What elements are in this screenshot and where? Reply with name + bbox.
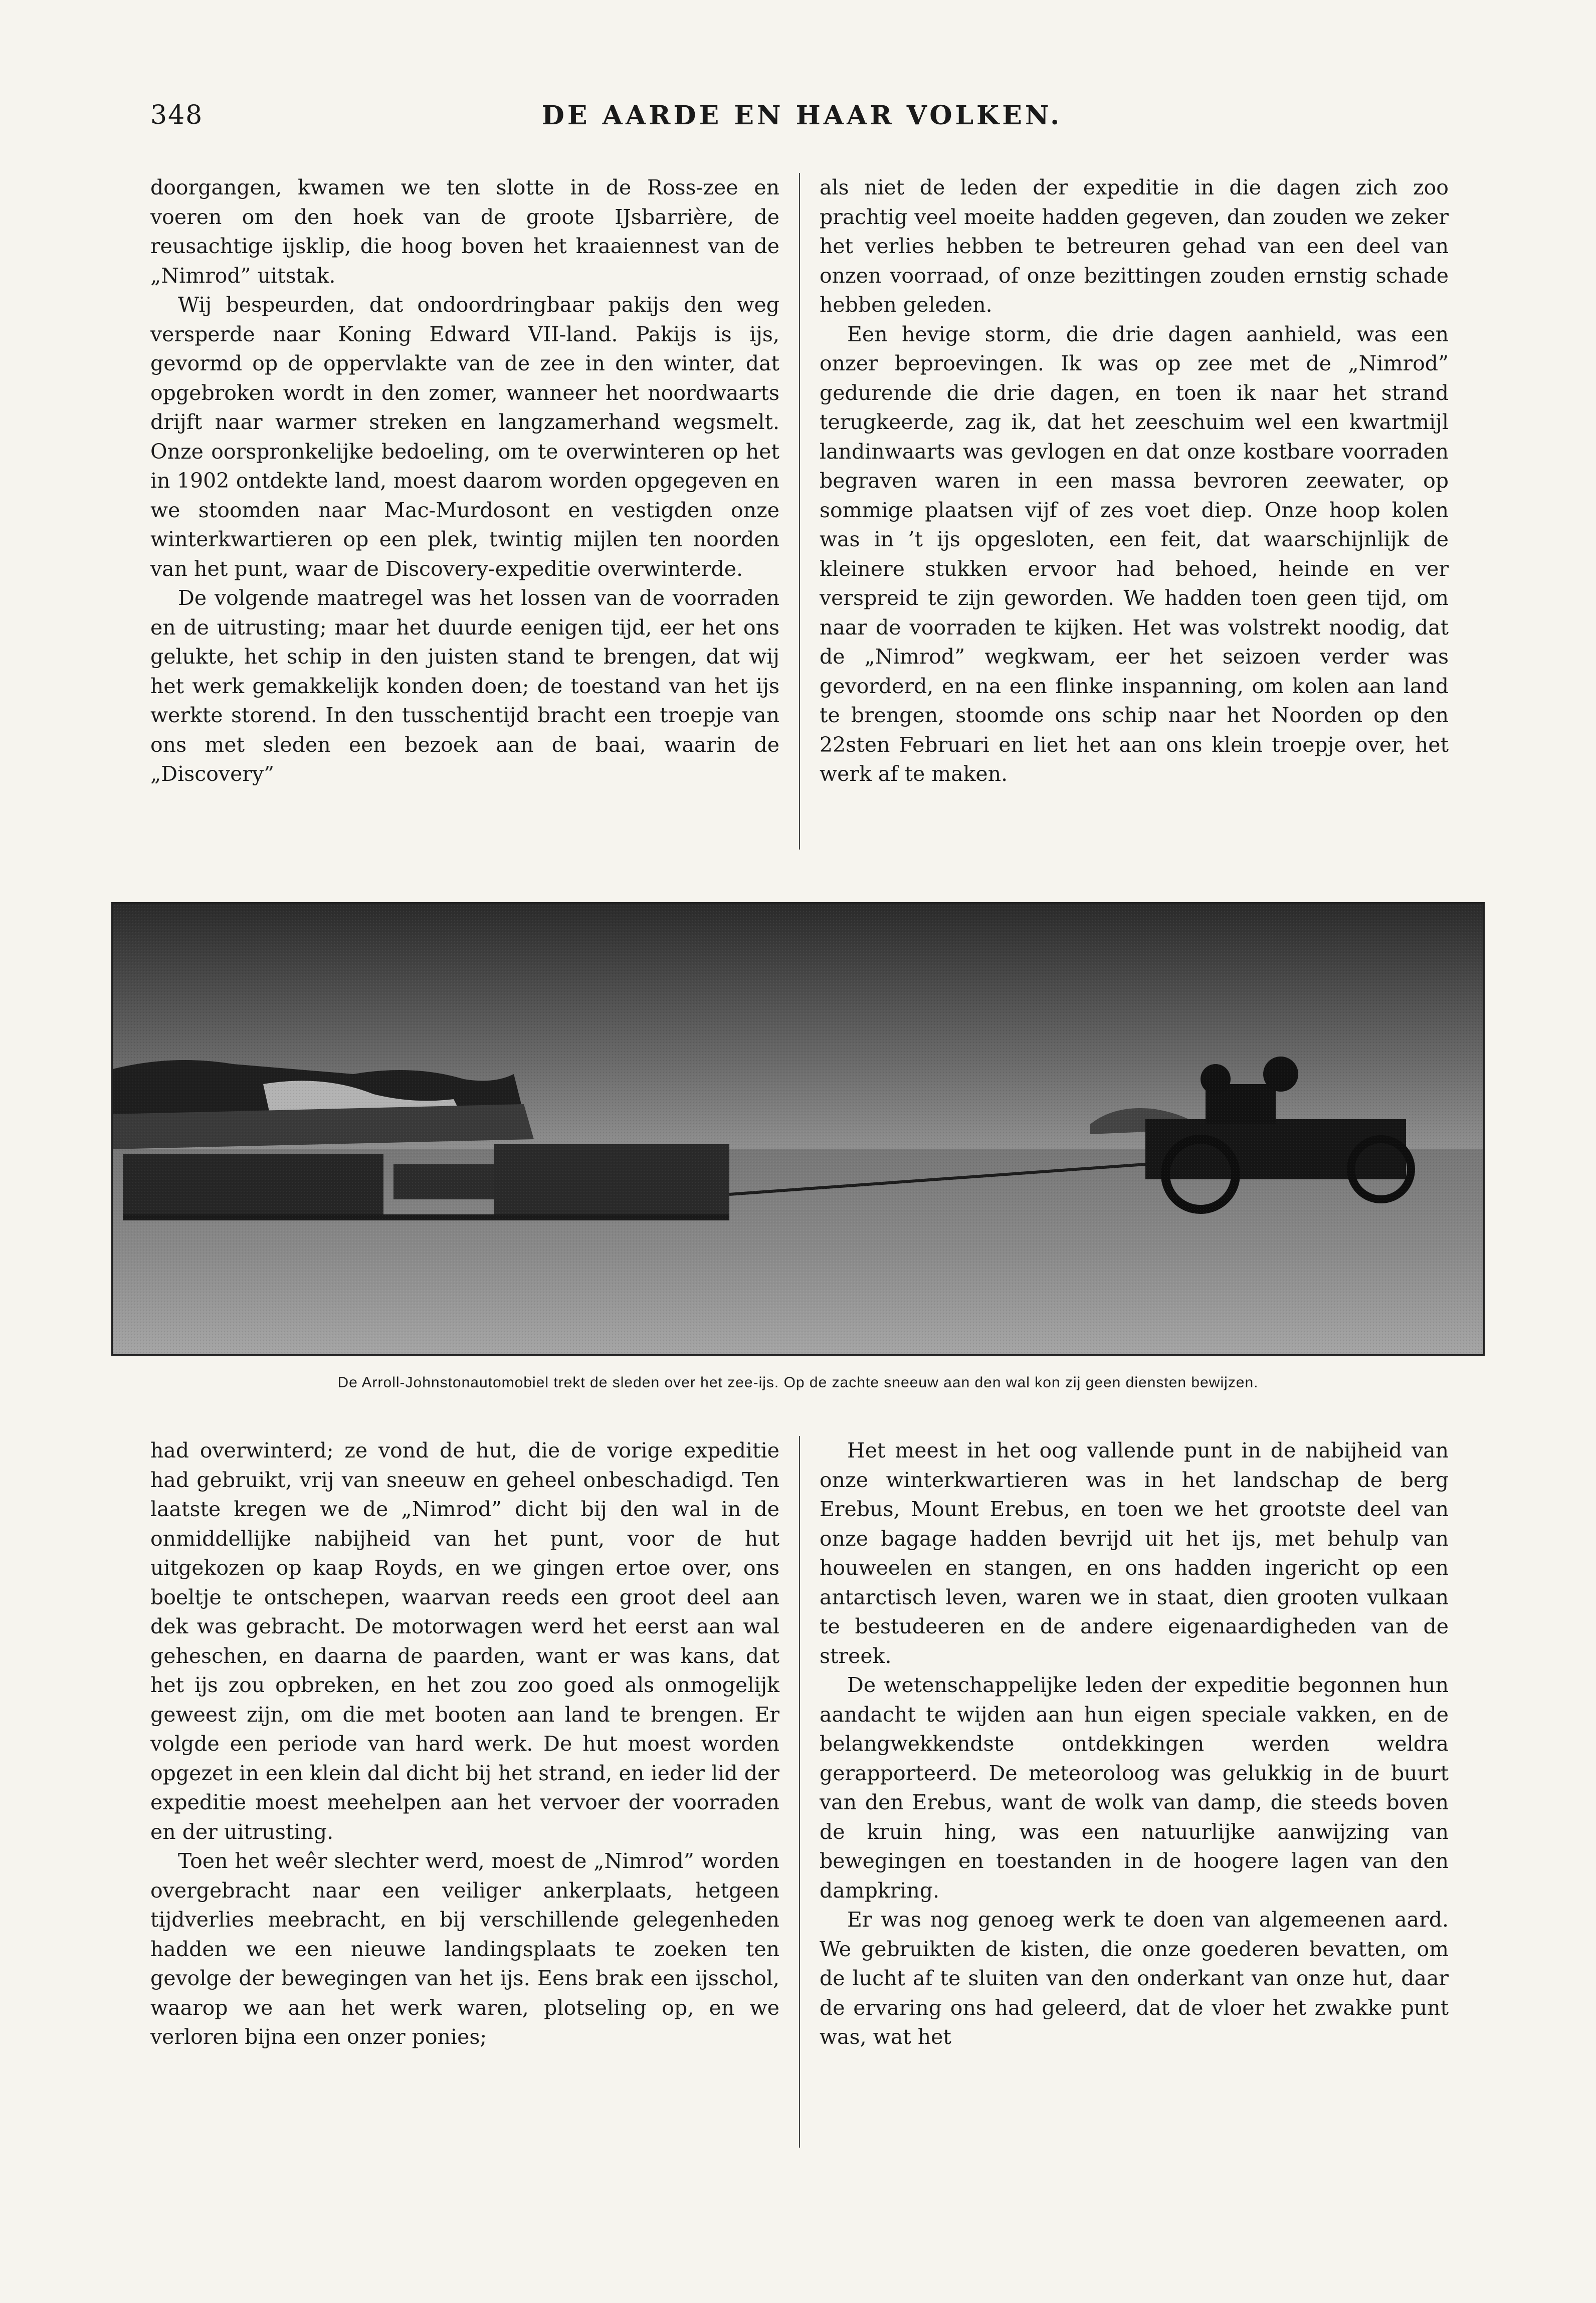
paragraph: De volgende maatregel was het lossen van de voorraden en de uitrusting; maar het duurde eenigen tijd, eer het ons gelukte, het schip in den juisten stand te brengen, dat wij het werk gemakkelijk konden doen; de toestand van het ijs werkte storend. In den tusschentijd bracht een troepje van ons met sleden een bezoek aan de baai, waarin de „Discovery” — [150, 586, 779, 786]
paragraph: Toen het weêr slechter werd, moest de „Nimrod” worden overgebracht naar een veiliger ankerplaats, hetgeen tijdverlies meebracht, en bij verschillende gelegenheden hadden we een nieuwe landingsplaats te zoeken ten gevolge der bewegingen van het ijs. Eens brak een ijsschol, waarop we aan het werk waren, plotseling op, en we verloren bijna een onzer ponies; — [150, 1849, 779, 2049]
paragraph: De wetenschappelijke leden der expeditie begonnen hun aandacht te wijden aan hun eigen speciale vakken, en de belangwekkendste ontdekkingen werden weldra gerapporteerd. De meteoroloog was gelukkig in de buurt van den Erebus, want de wolk van damp, die steeds boven de kruin hing, was een natuurlijke aanwijzing van bewegingen en toestanden in de hoogere lagen van den dampkring. — [820, 1673, 1449, 1903]
bottom-right-column — [820, 1436, 1449, 2148]
paragraph: Er was nog genoeg werk te doen van algemeenen aard. We gebruikten de kisten, die onze goederen bevatten, om de lucht af te sluiten van den onderkant van onze hut, daar de ervaring ons had geleerd, dat de vloer het zwakke punt was, wat het — [820, 1908, 1449, 2049]
top-right-column — [820, 173, 1449, 850]
paragraph: Wij bespeurden, dat ondoordringbaar pakijs den weg versperde naar Koning Edward VII-land. Pakijs is ijs, gevormd op de oppervlakte van de zee in den winter, dat opgebroken wordt in den zomer, wanneer het noordwaarts drijft naar warmer streken en langzamerhand wegsmelt. Onze oorspronkelijke bedoeling, om te overwinteren op het in 1902 ontdekte land, moest daarom worden opgegeven en we stoomden naar Mac-Murdosont en vestigden onze winterkwartieren op een plek, twintig mijlen ten noorden van het punt, waar de Discovery-expeditie overwinterde. — [150, 293, 779, 581]
paragraph: Een hevige storm, die drie dagen aanhield, was een onzer beproevingen. Ik was op zee met de „Nimrod” gedurende die drie dagen, en toen ik naar het strand terugkeerde, zag ik, dat het zeeschuim wel een kwartmijl landinwaarts was gevlogen en dat onze kostbare voorraden begraven waren in een massa bevroren zeewater, op sommige plaatsen vijf of zes voet diep. Onze hoop kolen was in ’t ijs opgesloten, een feit, dat waarschijnlijk de kleinere stukken ervoor had behoed, heinde en ver verspreid te zijn geworden. We hadden toen geen tijd, om naar de voorraden te kijken. Het was volstrekt noodig, dat de „Nimrod” wegkwam, eer het seizoen verder was gevorderd, en na een flinke inspanning, om kolen aan land te brengen, stoomde ons schip naar het Noorden op den 22sten Februari en liet het aan ons klein troepje over, het werk af te maken. — [820, 322, 1449, 786]
paragraph: had overwinterd; ze vond de hut, die de vorige expeditie had gebruikt, vrij van sneeuw en geheel onbeschadigd. Ten laatste kregen we de „Nimrod” dicht bij den wal in de onmiddellijke nabijheid van het punt, voor de hut uitgekozen op kaap Royds, en we gingen ertoe over, ons boeltje te ontschepen, waarvan reeds een groot deel aan dek was gebracht. De motorwagen werd het eerst aan wal geheschen, en daarna de paarden, want er was kans, dat het ijs zou opbreken, en het zou zoo goed als onmogelijk geweest zijn, om die met booten aan land te brengen. Er volgde een periode van hard werk. De hut moest worden opgezet in een klein dal dicht bij het strand, en ieder lid der expeditie moest meehelpen aan het vervoer der voorraden en der uitrusting. — [150, 1438, 779, 1844]
top-text-columns — [150, 173, 1449, 850]
photograph-motorcar-pulling-sledges — [111, 902, 1485, 1356]
paragraph: Het meest in het oog vallende punt in de nabijheid van onze winterkwartieren was in het landschap de berg Erebus, Mount Erebus, en toen we het grootste deel van onze bagage hadden bevrijd uit het ijs, met behulp van houweelen en stangen, en ons hadden ingericht op een antarctisch leven, waren we in staat, dien grooten vulkaan te bestudeeren en de andere eigenaardigheden van de streek. — [820, 1438, 1449, 1668]
top-left-column — [150, 173, 779, 850]
column-divider — [799, 173, 800, 850]
bottom-text-columns — [150, 1436, 1449, 2148]
page-number: 348 — [150, 100, 204, 130]
bottom-left-column — [150, 1436, 779, 2148]
paragraph: doorgangen, kwamen we ten slotte in de Ross-zee en voeren om den hoek van de groote IJsbarrière, de reusachtige ijsklip, die hoog boven het kraaiennest van de „Nimrod” uitstak. — [150, 175, 779, 288]
page-header — [150, 100, 1454, 145]
column-divider — [799, 1436, 800, 2148]
running-title: DE AARDE EN HAAR VOLKEN. — [541, 100, 1063, 131]
figure-caption: De Arroll-Johnstonautomobiel trekt de sleden over het zee-ijs. Op de zachte sneeuw aan den wal kon zij geen diensten bewijzen. — [337, 1374, 1259, 1391]
paragraph: als niet de leden der expeditie in die dagen zich zoo prachtig veel moeite hadden gegeven, dan zouden we zeker het verlies hebben te betreuren gehad van een deel van onzen voorraad, of onze bezittingen zouden ernstig schade hebben geleden. — [820, 175, 1449, 317]
